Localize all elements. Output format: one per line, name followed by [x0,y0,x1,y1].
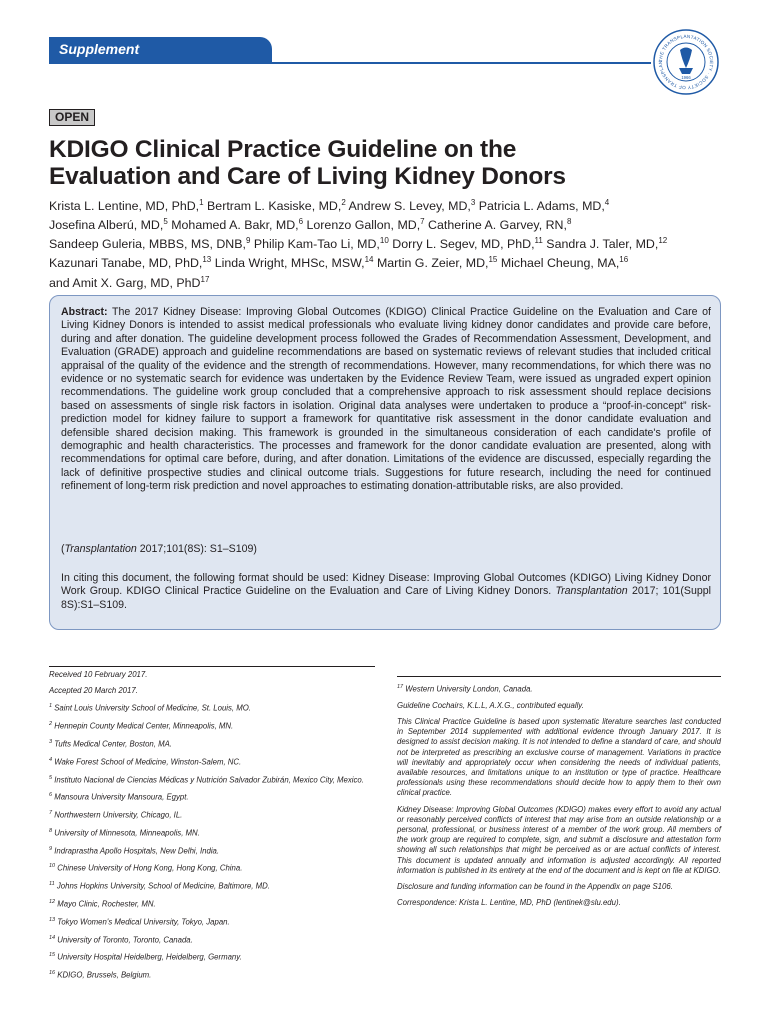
author: Mohamed A. Bakr, MD, [167,218,299,233]
affiliation-text: Wake Forest School of Medicine, Winston-Salem, NC. [52,757,242,767]
affiliation-item [49,720,379,731]
author: Martin G. Zeier, MD, [373,256,489,271]
disclosure-note: Disclosure and funding information can be found in the Appendix on page S106. [397,882,673,892]
affiliation-item [49,916,379,927]
cite-note-volume: 2017; 101(Suppl 8S):S1–S109. [61,585,711,611]
footnote-rule-right [397,676,721,677]
author: Kazunari Tanabe, MD, PhD, [49,256,203,271]
received-date: Received 10 February 2017. [49,670,148,679]
affiliation-text: Chinese University of Hong Kong, Hong Kong, China. [55,864,243,873]
affiliation-text: Tokyo Women's Medical University, Tokyo, Japan. [55,917,230,927]
title-line-2: Evaluation and Care of Living Kidney Donors [49,163,566,190]
correspondence-note: Correspondence: Krista L. Lentine, MD, PhD (lentinek@slu.edu). [397,898,621,908]
affiliation-sup: 5 [49,774,53,781]
affiliation-item [49,809,379,820]
affiliation-item [49,934,379,945]
affiliation-sup: 15 [49,952,56,959]
conflict-of-interest-note: Kidney Disease: Improving Global Outcomes (KDIGO) makes every effort to avoid any actual or reasonably perceived conflicts of interest that may arise from an outside relationship or a personal, professional, or business interest of a member of the work group. All members of the work group are required to complete, sign, and submit a disclosure and attestation form showing all such relationships that might be perceived as or are actual conflicts of interest. This document is updated annually and information is adjusted accordingly. All reported information is published in its entirety at the end of the document and is kept on file at KDIGO. [397,804,721,875]
abstract-body: The 2017 Kidney Disease: Improving Global Outcomes (KDIGO) Clinical Practice Guideline on the Evaluation and Care of Living Kidney Donors is intended to assist medical professionals who evaluate living kidney donor candidates and provide care before, during and after donation. The guideline development process followed the Grades of Recommendation Assessment, Development, and Evaluation (GRADE) approach and guideline recommendations are based on systematic reviews of relevant studies that included critical appraisal of the quality of the evidence and the strength of recommendations. However, many recommendations, for which there was no evidence or no systematic search for evidence was undertaken by the Evidence Review Team, were issued as ungraded expert opinion recommendations. The guideline work group concluded that a comprehensive approach to risk assessment should replace decisions based on assessments of single risk factors in isolation. Original data analyses were undertaken to produce a “proof-in-concept” risk-prediction model for kidney failure to support a framework for quantitative risk assessment in the donor candidate evaluation and defensible shared decision making. This framework is grounded in the simultaneous consideration of each candidate's profile of demographic and health characteristics. The processes and framework for the donor candidate evaluation are presented, along with recommendations for optimal care before, during, and after donation. Limitations of the evidence are discussed, especially regarding the lack of definitive prospective studies and clinical outcome trials. Suggestions for future research, including the need for continued refinement of long-term risk prediction and novel approaches to estimating donation-attributable risks, are also provided. [61,306,711,493]
affiliation-text: Western University London, Canada. [403,684,533,694]
affiliation-item [49,774,379,785]
author: Krista L. Lentine, MD, PhD, [49,199,200,214]
affiliation-text: Indraprastha Apollo Hospitals, New Delhi, India. [52,846,220,856]
abstract [61,306,711,494]
affiliation-item [49,827,379,838]
author-affiliation-sup: 5 [163,217,168,227]
author-affiliation-sup: 9 [245,236,251,246]
journal-citation [61,543,711,556]
guideline-basis-note: This Clinical Practice Guideline is based upon systematic literature searches last conducted in September 2014 supplemented with additional evidence through January 2017. It is designed to assist decision making. It is not intended to define a standard of care, and should not be interpreted as prescribing an exclusive course of management. Variations in practice will inevitably and appropriately occur when considering the needs of individual patients, available resources, and limitations unique to an institution or type of practice. Healthcare professionals using these recommendations should decide how to apply them to their own clinical practice. [397,717,721,798]
author-affiliation-sup: 7 [420,217,425,227]
cochairs-note: Guideline Cochairs, K.L.L, A.X.G., contributed equally. [397,700,584,710]
affiliation-sup: 14 [49,934,56,941]
affiliation-text: Saint Louis University School of Medicine, St. Louis, MO. [52,703,251,713]
citation-format-note [61,572,711,612]
author: Sandra J. Taler, MD, [542,237,659,252]
author-affiliation-sup: 1 [199,198,204,207]
author: and Amit X. Garg, MD, PhD [49,275,201,290]
affiliation-sup: 3 [49,738,53,745]
author-affiliation-sup: 2 [341,198,346,207]
supplement-tab [49,37,272,63]
author: Andrew S. Levey, MD, [345,199,471,214]
affiliation-sup: 4 [49,756,53,763]
author: Lorenzo Gallon, MD, [303,218,421,233]
accepted-date: Accepted 20 March 2017. [49,686,138,696]
article-title [49,136,689,190]
author-affiliation-sup: 3 [470,198,476,207]
cite-note-journal: Transplantation [555,585,628,598]
affiliation-text: KDIGO, Brussels, Belgium. [55,970,152,980]
affiliation-item [49,898,379,909]
header-rule [49,62,651,64]
author: Linda Wright, MHSc, MSW, [211,256,365,271]
affiliation-item [49,702,379,713]
author-affiliation-sup: 8 [566,217,572,227]
affiliation-sup: 12 [49,898,56,905]
affiliation-text: University of Toronto, Toronto, Canada. [55,935,193,945]
open-access-badge: OPEN [49,109,95,126]
affiliation-sup: 6 [49,792,53,799]
author-affiliation-sup: 6 [298,217,304,227]
seal-ring-text: THE TRANSPLANTATION SOCIETY · SOCIETY OF TRANSPLAN [657,33,715,91]
author: Dorry L. Segev, MD, PhD, [388,237,535,252]
supplement-label: Supplement [59,41,140,57]
affiliation-item [49,880,379,891]
affiliation-item [49,845,379,856]
society-seal-icon [652,28,720,96]
author-affiliation-sup: 10 [379,236,389,246]
author-list [49,195,729,291]
cite-note-text: In citing this document, the following format should be used: Kidney Disease: Improving Global Outcomes (KDIGO) Living Kidney Donor Work Group. KDIGO Clinical Practice Guideline on the Evaluation and Care of Living Kidney Donors. [61,572,711,598]
affiliation-sup: 10 [49,863,56,870]
affiliation-text: Tufts Medical Center, Boston, MA. [52,739,172,749]
citation-open-paren: ( [61,543,65,555]
affiliation-sup: 11 [49,881,55,888]
affiliation-text: Hennepin County Medical Center, Minneapolis, MN. [52,721,234,731]
author-affiliation-sup: 15 [488,255,498,265]
affiliation-text: Johns Hopkins University, School of Medicine, Baltimore, MD. [54,881,270,891]
affiliation-sup: 2 [49,721,53,728]
affiliation-item [49,791,379,802]
affiliation-item [49,738,379,749]
author: Josefina Alberú, MD, [49,218,164,233]
affiliation-sup: 9 [49,845,53,852]
affiliation-item [49,969,379,980]
citation-volume: 2017;101(8S): S1–S109) [136,543,257,555]
affiliation-text: Northwestern University, Chicago, IL. [52,810,183,820]
author-affiliation-sup: 12 [658,236,668,246]
affiliation-sup: 8 [49,827,53,834]
affiliation-item [49,862,379,873]
author: Bertram L. Kasiske, MD, [203,199,342,214]
author: Sandeep Guleria, MBBS, MS, DNB, [49,237,246,252]
author-affiliation-sup: 4 [604,198,610,207]
abstract-label: Abstract: [61,306,108,318]
affiliation-text: University of Minnesota, Minneapolis, MN. [52,828,200,838]
affiliation-text: University Hospital Heidelberg, Heidelberg, Germany. [55,952,242,962]
author-affiliation-sup: 14 [364,255,374,265]
author-affiliation-sup: 11 [534,236,543,246]
affiliation-text: Mansoura University Mansoura, Egypt. [52,792,189,802]
footnote-rule-left [49,666,375,667]
title-line-1: KDIGO Clinical Practice Guideline on the [49,136,517,163]
affiliation-item [49,756,379,767]
author: Catherine A. Garvey, RN, [424,218,567,233]
affiliation-text: Instituto Nacional de Ciencias Médicas y Nutrición Salvador Zubirán, Mexico City, Mexico. [52,775,364,785]
seal-year: 1966 [681,75,691,80]
citation-journal: Transplantation [64,543,137,555]
affiliation-text: Mayo Clinic, Rochester, MN. [55,899,156,909]
author: Patricia L. Adams, MD, [475,199,605,214]
author-affiliation-sup: 16 [619,255,629,265]
guideline-footnotes [397,682,721,914]
affiliation-sup: 1 [49,703,53,710]
affiliation-footnotes [49,670,379,987]
author: Michael Cheung, MA, [497,256,620,271]
affiliation-sup: 7 [49,810,53,817]
author-affiliation-sup: 13 [202,255,212,265]
author: Philip Kam-Tao Li, MD, [250,237,380,252]
affiliation-sup: 17 [397,684,404,690]
affiliation-item [49,951,379,962]
affiliation-17 [397,682,721,695]
affiliation-sup: 13 [49,916,56,923]
affiliation-sup: 16 [49,970,56,977]
author-affiliation-sup: 17 [200,274,210,284]
